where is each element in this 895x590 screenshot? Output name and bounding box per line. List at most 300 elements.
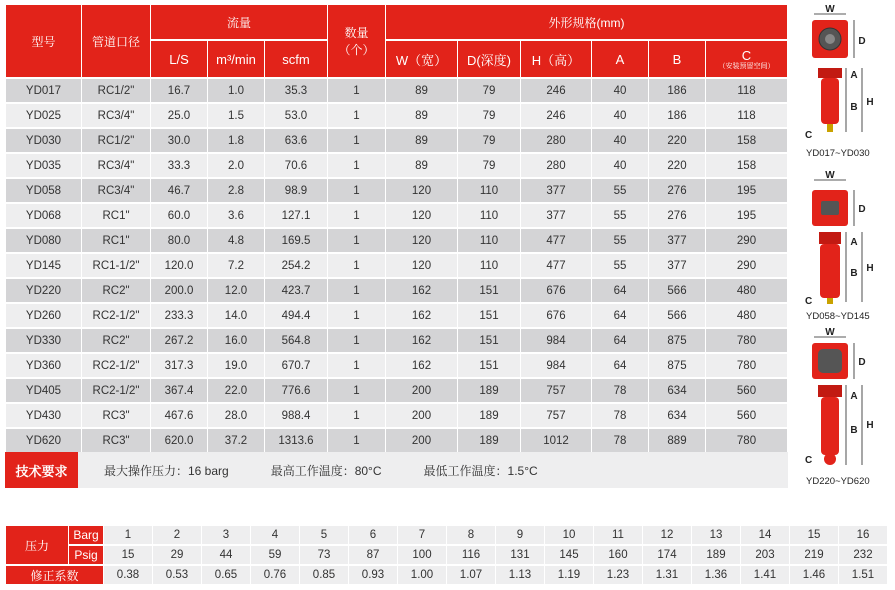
table-cell: 120 <box>386 204 457 227</box>
table-cell: 79 <box>458 129 520 152</box>
table-cell: 1 <box>328 354 385 377</box>
psig-value: 29 <box>153 546 201 564</box>
factor-value: 0.93 <box>349 566 397 584</box>
table-cell: 780 <box>706 354 787 377</box>
h-label: H <box>866 420 874 431</box>
table-cell: 110 <box>458 204 520 227</box>
table-cell: RC1/2" <box>82 129 150 152</box>
header-dim-c-label: C <box>741 47 752 63</box>
barg-value: 7 <box>398 526 446 544</box>
factor-value: 0.85 <box>300 566 348 584</box>
table-row <box>6 354 787 377</box>
psig-value: 219 <box>790 546 838 564</box>
table-cell: 46.7 <box>151 179 207 202</box>
table-cell: 120 <box>386 229 457 252</box>
psig-value: 160 <box>594 546 642 564</box>
table-cell: 189 <box>458 379 520 402</box>
table-cell: 988.4 <box>265 404 327 427</box>
table-cell: 30.0 <box>151 129 207 152</box>
psig-value: 232 <box>839 546 887 564</box>
table-cell: 33.3 <box>151 154 207 177</box>
table-cell: 875 <box>649 329 705 352</box>
factor-row <box>6 566 887 584</box>
c-label: C <box>805 130 813 141</box>
drain-valve <box>827 124 833 132</box>
table-cell: 55 <box>592 229 648 252</box>
psig-value: 189 <box>692 546 740 564</box>
table-cell: 110 <box>458 254 520 277</box>
table-cell: RC3/4" <box>82 154 150 177</box>
filter-diagram-large <box>800 327 895 475</box>
barg-value: 11 <box>594 526 642 544</box>
table-cell: YD017 <box>6 79 81 102</box>
filter-cap-inner <box>825 34 835 44</box>
barg-value: 12 <box>643 526 691 544</box>
table-cell: 480 <box>706 279 787 302</box>
table-cell: 267.2 <box>151 329 207 352</box>
table-cell: 98.9 <box>265 179 327 202</box>
table-cell: RC1" <box>82 229 150 252</box>
table-cell: 3.6 <box>208 204 264 227</box>
barg-value: 14 <box>741 526 789 544</box>
barg-value: 2 <box>153 526 201 544</box>
table-cell: 1 <box>328 304 385 327</box>
table-cell: 16.7 <box>151 79 207 102</box>
table-cell: 246 <box>521 79 591 102</box>
table-cell: 564.8 <box>265 329 327 352</box>
table-cell: 280 <box>521 129 591 152</box>
barg-value: 9 <box>496 526 544 544</box>
table-cell: RC3/4" <box>82 179 150 202</box>
header-dim-c-note: （安装预留空间） <box>718 62 775 70</box>
table-cell: RC2-1/2" <box>82 379 150 402</box>
b-label: B <box>850 425 858 436</box>
table-cell: 477 <box>521 229 591 252</box>
table-cell: 25.0 <box>151 104 207 127</box>
psig-value: 44 <box>202 546 250 564</box>
table-cell: 110 <box>458 229 520 252</box>
table-cell: 12.0 <box>208 279 264 302</box>
table-cell: 776.6 <box>265 379 327 402</box>
table-row <box>6 379 787 402</box>
table-cell: 79 <box>458 154 520 177</box>
table-cell: 55 <box>592 254 648 277</box>
table-row <box>6 154 787 177</box>
table-cell: 377 <box>521 204 591 227</box>
table-cell: 60.0 <box>151 204 207 227</box>
header-dim-w: W（宽） <box>386 41 457 77</box>
filter-head <box>818 385 842 397</box>
table-cell: 1 <box>328 379 385 402</box>
barg-value: 15 <box>790 526 838 544</box>
table-cell: 162 <box>386 279 457 302</box>
header-qty-unit: （个） <box>338 43 375 57</box>
c-label: C <box>805 455 813 466</box>
psig-value: 87 <box>349 546 397 564</box>
b-label: B <box>850 102 858 113</box>
table-cell: 566 <box>649 279 705 302</box>
table-cell: 151 <box>458 354 520 377</box>
psig-label: Psig <box>69 546 103 564</box>
technical-requirements <box>5 452 788 488</box>
table-cell: 467.6 <box>151 404 207 427</box>
table-cell: 89 <box>386 79 457 102</box>
table-cell: 64 <box>592 304 648 327</box>
factor-value: 0.65 <box>202 566 250 584</box>
table-cell: YD035 <box>6 154 81 177</box>
table-cell: 1 <box>328 279 385 302</box>
table-cell: 423.7 <box>265 279 327 302</box>
table-cell: RC1-1/2" <box>82 254 150 277</box>
factor-value: 0.53 <box>153 566 201 584</box>
w-label: W <box>825 170 835 181</box>
table-cell: 28.0 <box>208 404 264 427</box>
table-row <box>6 254 787 277</box>
c-label: C <box>805 296 813 307</box>
psig-value: 100 <box>398 546 446 564</box>
psig-value: 174 <box>643 546 691 564</box>
table-cell: RC3/4" <box>82 104 150 127</box>
factor-value: 0.76 <box>251 566 299 584</box>
spec-table-body <box>6 79 787 452</box>
table-cell: 2.0 <box>208 154 264 177</box>
table-cell: YD260 <box>6 304 81 327</box>
table-cell: 1 <box>328 129 385 152</box>
table-cell: 64 <box>592 354 648 377</box>
table-cell: 64 <box>592 279 648 302</box>
diagram-caption-1: YD017~YD030 <box>806 148 870 159</box>
filter-cap <box>818 349 842 373</box>
table-cell: 560 <box>706 404 787 427</box>
barg-value: 5 <box>300 526 348 544</box>
table-cell: 4.8 <box>208 229 264 252</box>
table-cell: 151 <box>458 329 520 352</box>
table-cell: YD330 <box>6 329 81 352</box>
max-pressure: 最大操作压力：16 barg <box>104 463 229 478</box>
table-cell: 63.6 <box>265 129 327 152</box>
barg-value: 10 <box>545 526 593 544</box>
table-cell: 676 <box>521 304 591 327</box>
barg-value: 1 <box>104 526 152 544</box>
header-qty-label: 数量 <box>344 26 369 40</box>
table-cell: 1.5 <box>208 104 264 127</box>
table-cell: 367.4 <box>151 379 207 402</box>
table-cell: 16.0 <box>208 329 264 352</box>
h-label: H <box>866 97 874 108</box>
header-dim-h: H（高） <box>521 41 591 77</box>
table-cell: 127.1 <box>265 204 327 227</box>
requirements-label: 技术要求 <box>5 452 78 488</box>
table-row <box>6 79 787 102</box>
barg-row <box>6 526 887 544</box>
psig-value: 59 <box>251 546 299 564</box>
table-cell: 195 <box>706 204 787 227</box>
table-cell: YD145 <box>6 254 81 277</box>
table-cell: 195 <box>706 179 787 202</box>
table-cell: 377 <box>521 179 591 202</box>
psig-value: 15 <box>104 546 152 564</box>
table-cell: 80.0 <box>151 229 207 252</box>
spec-table <box>5 3 788 454</box>
barg-value: 16 <box>839 526 887 544</box>
table-cell: 276 <box>649 179 705 202</box>
a-label: A <box>850 70 858 81</box>
table-cell: 220 <box>649 129 705 152</box>
correction-table <box>5 524 888 586</box>
table-cell: 566 <box>649 304 705 327</box>
table-cell: 634 <box>649 379 705 402</box>
table-cell: 1313.6 <box>265 429 327 452</box>
barg-label: Barg <box>69 526 103 544</box>
table-cell: 189 <box>458 404 520 427</box>
table-cell: 186 <box>649 104 705 127</box>
table-cell: RC3" <box>82 429 150 452</box>
table-cell: 620.0 <box>151 429 207 452</box>
table-row <box>6 204 787 227</box>
table-row <box>6 104 787 127</box>
table-cell: 151 <box>458 304 520 327</box>
table-cell: YD405 <box>6 379 81 402</box>
table-cell: 169.5 <box>265 229 327 252</box>
header-dims: 外形规格(mm) <box>386 5 787 39</box>
table-cell: 79 <box>458 79 520 102</box>
table-cell: 7.2 <box>208 254 264 277</box>
filter-diagram-medium <box>800 170 895 310</box>
header-port: 管道口径 <box>82 5 150 77</box>
b-label: B <box>850 268 858 279</box>
filter-diagram-small <box>800 2 895 147</box>
barg-value: 3 <box>202 526 250 544</box>
psig-row <box>6 546 887 564</box>
table-cell: 200 <box>386 379 457 402</box>
d-label: D <box>858 204 866 215</box>
table-cell: YD360 <box>6 354 81 377</box>
table-cell: YD430 <box>6 404 81 427</box>
d-label: D <box>858 36 866 47</box>
table-cell: 1 <box>328 404 385 427</box>
table-cell: RC2" <box>82 279 150 302</box>
table-cell: 40 <box>592 154 648 177</box>
filter-head <box>818 68 842 78</box>
table-cell: 984 <box>521 354 591 377</box>
table-cell: 1.0 <box>208 79 264 102</box>
table-cell: 290 <box>706 254 787 277</box>
table-cell: 889 <box>649 429 705 452</box>
factor-value: 1.46 <box>790 566 838 584</box>
table-cell: 120 <box>386 254 457 277</box>
table-cell: YD058 <box>6 179 81 202</box>
factor-value: 1.51 <box>839 566 887 584</box>
table-cell: 2.8 <box>208 179 264 202</box>
table-cell: 875 <box>649 354 705 377</box>
drain-valve <box>827 298 833 304</box>
filter-body <box>820 244 840 298</box>
table-cell: 186 <box>649 79 705 102</box>
table-row <box>6 129 787 152</box>
table-cell: 55 <box>592 179 648 202</box>
table-cell: 1 <box>328 154 385 177</box>
table-cell: 200 <box>386 429 457 452</box>
table-cell: 53.0 <box>265 104 327 127</box>
table-cell: RC2-1/2" <box>82 354 150 377</box>
factor-value: 1.19 <box>545 566 593 584</box>
factor-value: 1.00 <box>398 566 446 584</box>
table-cell: 22.0 <box>208 379 264 402</box>
psig-value: 73 <box>300 546 348 564</box>
table-cell: 162 <box>386 304 457 327</box>
table-cell: 276 <box>649 204 705 227</box>
header-dim-a: A <box>592 41 648 77</box>
table-cell: 1 <box>328 79 385 102</box>
table-cell: 634 <box>649 404 705 427</box>
factor-value: 1.41 <box>741 566 789 584</box>
table-row <box>6 279 787 302</box>
barg-value: 4 <box>251 526 299 544</box>
factor-label: 修正系数 <box>6 566 103 584</box>
table-cell: 70.6 <box>265 154 327 177</box>
table-cell: 233.3 <box>151 304 207 327</box>
table-cell: YD068 <box>6 204 81 227</box>
table-cell: RC2" <box>82 329 150 352</box>
table-cell: 151 <box>458 279 520 302</box>
table-cell: 1012 <box>521 429 591 452</box>
table-cell: YD080 <box>6 229 81 252</box>
factor-value: 1.36 <box>692 566 740 584</box>
header-flow-m3min: m³/min <box>208 41 264 77</box>
table-cell: 1 <box>328 229 385 252</box>
table-cell: 676 <box>521 279 591 302</box>
table-cell: 40 <box>592 79 648 102</box>
diagram-caption-3: YD220~YD620 <box>806 476 870 487</box>
table-row <box>6 404 787 427</box>
table-cell: 757 <box>521 404 591 427</box>
filter-head <box>819 232 841 244</box>
max-temperature: 最高工作温度：80°C <box>270 463 382 478</box>
table-cell: 89 <box>386 129 457 152</box>
table-cell: 317.3 <box>151 354 207 377</box>
table-cell: 480 <box>706 304 787 327</box>
table-cell: 200.0 <box>151 279 207 302</box>
table-cell: 79 <box>458 104 520 127</box>
table-cell: 40 <box>592 129 648 152</box>
a-label: A <box>850 391 858 402</box>
table-cell: RC1/2" <box>82 79 150 102</box>
table-cell: 78 <box>592 404 648 427</box>
header-dim-c <box>706 41 787 77</box>
table-cell: 1 <box>328 429 385 452</box>
table-cell: 1 <box>328 104 385 127</box>
table-cell: 377 <box>649 229 705 252</box>
table-cell: YD030 <box>6 129 81 152</box>
table-row <box>6 329 787 352</box>
table-cell: 280 <box>521 154 591 177</box>
header-dim-b: B <box>649 41 705 77</box>
table-cell: 14.0 <box>208 304 264 327</box>
table-cell: 1 <box>328 204 385 227</box>
filter-body <box>821 78 839 124</box>
w-label: W <box>825 327 835 338</box>
table-cell: 560 <box>706 379 787 402</box>
table-cell: 40 <box>592 104 648 127</box>
factor-value: 1.23 <box>594 566 642 584</box>
table-cell: 89 <box>386 104 457 127</box>
table-cell: 158 <box>706 129 787 152</box>
filter-cap <box>821 201 839 215</box>
table-cell: YD620 <box>6 429 81 452</box>
table-cell: 118 <box>706 79 787 102</box>
table-cell: 670.7 <box>265 354 327 377</box>
table-cell: 477 <box>521 254 591 277</box>
table-cell: 377 <box>649 254 705 277</box>
table-cell: 37.2 <box>208 429 264 452</box>
filter-body <box>821 397 839 455</box>
psig-value: 131 <box>496 546 544 564</box>
header-flow: 流量 <box>151 5 327 39</box>
table-cell: 55 <box>592 204 648 227</box>
factor-value: 1.07 <box>447 566 495 584</box>
table-cell: RC3" <box>82 404 150 427</box>
table-cell: 246 <box>521 104 591 127</box>
w-label: W <box>825 4 835 15</box>
table-cell: 120 <box>386 179 457 202</box>
table-row <box>6 229 787 252</box>
pressure-label: 压力 <box>6 526 68 564</box>
psig-value: 203 <box>741 546 789 564</box>
table-cell: 1.8 <box>208 129 264 152</box>
table-cell: 290 <box>706 229 787 252</box>
header-qty <box>328 5 385 77</box>
barg-value: 6 <box>349 526 397 544</box>
factor-value: 1.13 <box>496 566 544 584</box>
barg-value: 8 <box>447 526 495 544</box>
header-flow-ls: L/S <box>151 41 207 77</box>
a-label: A <box>850 237 858 248</box>
table-cell: 120.0 <box>151 254 207 277</box>
table-cell: 78 <box>592 379 648 402</box>
table-cell: 78 <box>592 429 648 452</box>
table-row <box>6 429 787 452</box>
psig-value: 145 <box>545 546 593 564</box>
table-cell: 494.4 <box>265 304 327 327</box>
table-cell: 220 <box>649 154 705 177</box>
table-cell: RC2-1/2" <box>82 304 150 327</box>
table-cell: 110 <box>458 179 520 202</box>
table-cell: 158 <box>706 154 787 177</box>
table-cell: 64 <box>592 329 648 352</box>
table-cell: 19.0 <box>208 354 264 377</box>
table-cell: 1 <box>328 179 385 202</box>
header-flow-scfm: scfm <box>265 41 327 77</box>
table-cell: 118 <box>706 104 787 127</box>
table-cell: YD025 <box>6 104 81 127</box>
h-label: H <box>866 263 874 274</box>
table-cell: 1 <box>328 254 385 277</box>
table-cell: 757 <box>521 379 591 402</box>
table-cell: RC1" <box>82 204 150 227</box>
factor-value: 0.38 <box>104 566 152 584</box>
header-model: 型号 <box>6 5 81 77</box>
table-cell: 200 <box>386 404 457 427</box>
table-cell: 780 <box>706 429 787 452</box>
table-cell: 189 <box>458 429 520 452</box>
factor-value: 1.31 <box>643 566 691 584</box>
diagram-caption-2: YD058~YD145 <box>806 311 870 322</box>
d-label: D <box>858 357 866 368</box>
table-cell: 162 <box>386 354 457 377</box>
min-temperature: 最低工作温度：1.5°C <box>423 463 538 478</box>
table-row <box>6 179 787 202</box>
header-dim-d: D(深度) <box>458 41 520 77</box>
